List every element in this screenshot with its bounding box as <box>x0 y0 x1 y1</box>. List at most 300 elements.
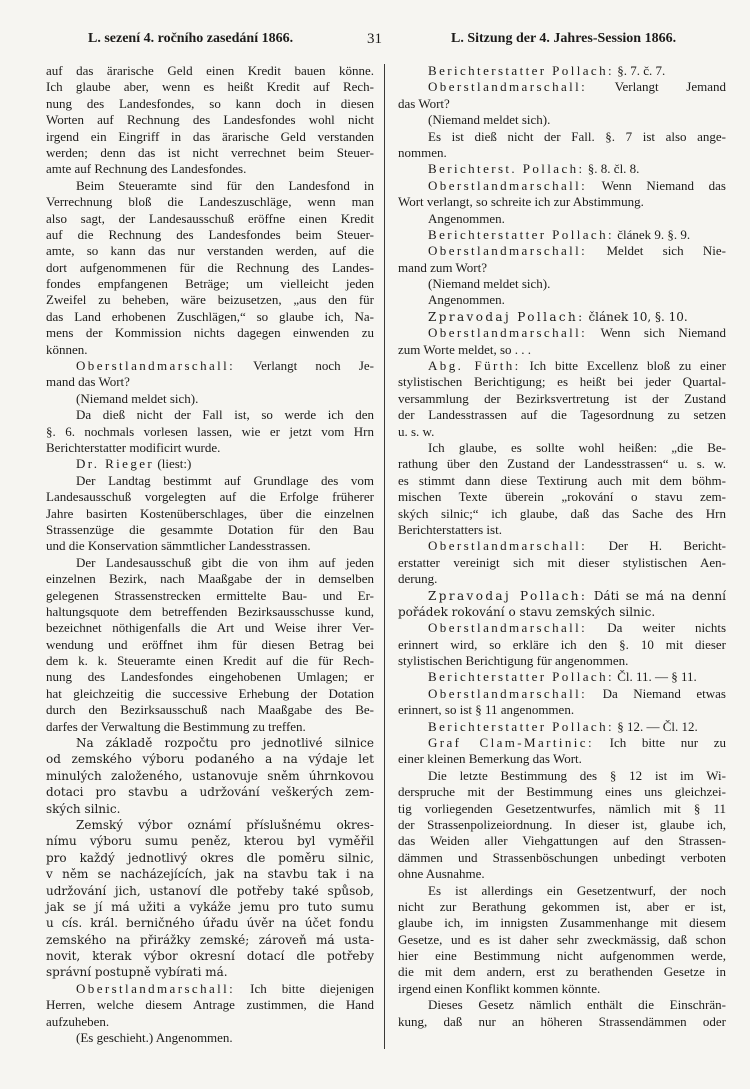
text-line <box>46 801 374 817</box>
text-line <box>46 489 374 505</box>
text-line <box>46 735 374 751</box>
text-line <box>398 669 726 685</box>
text-line <box>46 1030 374 1046</box>
text-line <box>46 751 374 767</box>
text-line <box>398 211 726 227</box>
line-text: (Niemand meldet sich). <box>428 276 551 292</box>
line-text: mand zum Wort? <box>398 259 487 275</box>
speaker-name: Berichterstatter Pollach: <box>428 718 614 734</box>
text-line <box>398 440 726 456</box>
line-text: Ich bitte nur zu <box>609 735 726 751</box>
text-line <box>46 866 374 882</box>
line-text: Verrechnung bloß die Landeszuschläge, wenn man <box>46 194 374 210</box>
line-text: dämmen und Strassenböschungen unbedingt verboten <box>398 849 726 865</box>
text-line <box>46 883 374 899</box>
text-line <box>46 833 374 849</box>
text-paragraph <box>46 473 374 555</box>
text-line <box>46 850 374 866</box>
text-line <box>398 883 726 899</box>
text-line <box>46 440 374 456</box>
text-line <box>398 243 726 259</box>
line-text: erinnert, so ist § 11 angenommen. <box>398 702 575 718</box>
line-text: Wenn sich Niemand <box>600 325 726 341</box>
line-text: od zemského výboru podaného a na výdaje let <box>46 752 374 767</box>
text-line <box>398 407 726 423</box>
line-text: einzelnen Bezirk, nach Maaßgabe der in demselben <box>46 571 374 587</box>
line-text: mischen Texte überein „rokování o stavu zem- <box>398 489 726 505</box>
line-text: článek 9. §. 9. <box>617 226 691 242</box>
text-line <box>398 588 726 604</box>
line-text: jak se jí má užiti a vykáže jemu pro tuto sumu <box>46 899 374 914</box>
text-line <box>46 653 374 669</box>
text-line <box>46 899 374 915</box>
text-line <box>398 571 726 587</box>
left-text-column <box>46 63 374 1046</box>
line-text: §. 6. nochmals vorlesen lassen, wie er jetzt vom Hrn <box>46 423 374 439</box>
text-line <box>398 358 726 374</box>
text-line <box>46 702 374 718</box>
line-text: es stimmt dann diese Textirung auch mit dem böhm- <box>398 472 726 488</box>
text-line <box>46 276 374 292</box>
line-text: v něm se nacházejících, jak na stavbu tak i na <box>46 867 374 882</box>
text-line <box>46 948 374 964</box>
line-text: Dáti se má na denní <box>593 588 726 603</box>
text-line <box>398 276 726 292</box>
line-text: irgend einen Konflikt kommen könnte. <box>398 980 601 996</box>
line-text: hier eine Bestimmung nicht aufgenommen werde, <box>398 948 726 964</box>
line-text: Herren, welche diesem Antrage zustimmen, die Hand <box>46 997 374 1013</box>
line-text: udržování jich, ustanoví dle potřeby také spůsob, <box>46 883 374 898</box>
line-text: Berichterstatter modificirt wurde. <box>46 439 221 455</box>
line-text: §. 8. čl. 8. <box>587 161 640 177</box>
speaker-name: Berichterstatter Pollach: <box>428 226 614 242</box>
text-line <box>398 702 726 718</box>
speaker-name: Berichterst. Pollach: <box>428 161 585 177</box>
speech-paragraph <box>398 588 726 621</box>
text-line <box>46 79 374 95</box>
text-line <box>46 129 374 145</box>
line-text: zemského na přirážky zemské; zároveň má usta- <box>46 932 374 947</box>
text-paragraph <box>398 883 726 998</box>
line-text: und die Konservation sämmtlicher Landesstrassen. <box>46 538 311 554</box>
text-line <box>398 194 726 210</box>
line-text: Der H. Bericht- <box>608 538 727 554</box>
text-line <box>46 358 374 374</box>
text-line <box>46 571 374 587</box>
text-line <box>46 211 374 227</box>
line-text: Berichterstatters ist. <box>398 521 502 537</box>
text-line <box>46 178 374 194</box>
text-line <box>398 79 726 95</box>
speech-paragraph <box>398 63 726 79</box>
line-text: auf die Rechnung des Landesfondes beim Steuer- <box>46 226 374 242</box>
line-text: dem k. k. Steueramte einen Kredit auf die für Rech- <box>46 653 374 669</box>
text-paragraph <box>398 276 726 292</box>
line-text: erinnert wird, so erkläre ich den §. 10 mit dieser <box>398 636 726 652</box>
speech-paragraph <box>398 620 726 669</box>
text-paragraph <box>398 292 726 308</box>
text-paragraph <box>398 112 726 128</box>
text-line <box>46 964 374 980</box>
text-line <box>46 604 374 620</box>
line-text: Da dieß nicht der Fall ist, so werde ich den <box>76 407 374 423</box>
text-line <box>398 653 726 669</box>
line-text: správní postupně vybírati má. <box>46 965 228 980</box>
line-text: zum Worte meldet, so . . . <box>398 341 532 357</box>
line-text: hat gleichzeitig die successive Erhebung der Dotation <box>46 685 374 701</box>
line-text: Die letzte Bestimmung des § 12 ist im Wi- <box>428 767 726 783</box>
text-line <box>398 538 726 554</box>
line-text: Ich glaube aber, wenn es heißt Kredit auf Rech- <box>46 79 374 95</box>
text-line <box>398 833 726 849</box>
text-line <box>398 981 726 997</box>
speaker-name: Oberstlandmarschall: <box>428 177 588 193</box>
line-text: Dieses Gesetz nämlich enthält die Einschrän- <box>428 997 726 1013</box>
text-line <box>398 719 726 735</box>
text-line <box>46 588 374 604</box>
running-header-czech: L. sezení 4. ročního zasedání 1866. <box>88 31 294 46</box>
text-line <box>398 817 726 833</box>
line-text: Na základě rozpočtu pro jednotlivé silnice <box>76 736 374 751</box>
line-text: nímu výboru sumu peněz, kterou byl vyměřil <box>46 834 374 849</box>
line-text: Ich bitte Excellenz bloß zu einer <box>529 358 727 374</box>
speech-paragraph <box>398 735 726 768</box>
text-line <box>398 686 726 702</box>
line-text: novit, kterak výbor okresní dotací dle potřeby <box>46 949 374 964</box>
text-line <box>398 1014 726 1030</box>
text-line <box>398 63 726 79</box>
speech-paragraph <box>398 309 726 325</box>
text-line <box>46 194 374 210</box>
line-text: pořádek rokování o stavu zemských silnic. <box>398 604 656 619</box>
text-line <box>398 112 726 128</box>
text-line <box>46 407 374 423</box>
line-text: Čl. 11. — § 11. <box>617 669 697 685</box>
text-line <box>398 948 726 964</box>
text-line <box>46 309 374 325</box>
line-text: der Strassenpolizeiordnung. In dieser ist, glaube ich, <box>398 816 726 832</box>
text-line <box>398 96 726 112</box>
line-text: darfes der Verwaltung die Bestimmung zu treffen. <box>46 718 306 734</box>
line-text: ohne Ausnahme. <box>398 866 485 882</box>
text-line <box>398 620 726 636</box>
line-text: derung. <box>398 571 438 587</box>
text-line <box>46 145 374 161</box>
line-text: durch den Bezirksausschuß nach Maaßgabe des Be- <box>46 702 374 718</box>
speech-paragraph <box>398 669 726 685</box>
speech-paragraph <box>398 178 726 211</box>
speaker-name: Abg. Fürth: <box>428 358 521 374</box>
text-line <box>46 522 374 538</box>
speaker-name: Zpravodaj Pollach: <box>428 588 588 603</box>
line-text: nung des Landesfondes eingehobenen Umlagen; er <box>46 669 374 685</box>
text-paragraph <box>398 211 726 227</box>
line-text: Worten auf Rechnung des Landesfondes wohl nicht <box>46 112 374 128</box>
speaker-name: Oberstlandmarschall: <box>428 243 588 259</box>
line-text: Angenommen. <box>428 210 505 226</box>
line-text: werden; denn das ist nicht verrechnet beim Steuer- <box>46 144 374 160</box>
line-text: erstatter vereinigt sich mit dieser stylistischen Aen- <box>398 554 726 570</box>
text-line <box>46 538 374 554</box>
speaker-name: Berichterstatter Pollach: <box>428 63 614 78</box>
line-text: ských silnic;“ ich glaube, daß das Sache des Hrn <box>398 505 726 521</box>
text-line <box>46 719 374 735</box>
column-divider <box>384 64 385 1049</box>
text-paragraph <box>398 440 726 538</box>
line-text: Meldet sich Nie- <box>606 243 726 259</box>
line-text: Gesetze, und es ist daher sehr zweckmässig, daß schon <box>398 931 726 947</box>
text-line <box>46 374 374 390</box>
line-text: einer kleinen Bemerkung das Wort. <box>398 751 582 767</box>
line-text: Angenommen. <box>428 292 505 308</box>
speaker-name: Oberstlandmarschall: <box>428 79 588 95</box>
line-text: Der Landtag bestimmt auf Grundlage des vom <box>76 472 374 488</box>
text-line <box>398 555 726 571</box>
text-paragraph <box>46 63 374 178</box>
text-paragraph <box>398 129 726 162</box>
speech-paragraph <box>398 686 726 719</box>
line-text: mens der Kommission nichts dagegen einwenden zu <box>46 325 374 341</box>
line-text: der Landesstrassen auf die Tagesordnung zu setzen <box>398 407 726 423</box>
text-paragraph <box>46 735 374 817</box>
text-line <box>46 915 374 931</box>
line-text: wendung und eröffnet ihm für diesen Betrag bei <box>46 636 374 652</box>
text-line <box>398 227 726 243</box>
text-paragraph <box>46 391 374 407</box>
line-text: Der Landesausschuß gibt die von ihm auf jeden <box>76 554 374 570</box>
speaker-name: Zpravodaj Pollach: <box>428 309 585 324</box>
line-text: u. s. w. <box>398 423 435 439</box>
speech-paragraph <box>398 161 726 177</box>
line-text: amte, so kann das nur verstanden werden, auf die <box>46 243 374 259</box>
text-line <box>398 522 726 538</box>
text-line <box>398 932 726 948</box>
speech-paragraph <box>46 456 374 472</box>
text-line <box>398 964 726 980</box>
text-line <box>398 784 726 800</box>
text-line <box>398 768 726 784</box>
speech-paragraph <box>398 227 726 243</box>
line-text: tig vorliegenden Gesetzentwurfes, nämlich mit § 11 <box>398 800 726 816</box>
text-line <box>398 506 726 522</box>
text-line <box>398 342 726 358</box>
speech-paragraph <box>398 358 726 440</box>
speaker-name: Graf Clam-Martinic: <box>428 735 594 751</box>
right-text-column <box>398 63 726 1030</box>
line-text: dort aufgenommenen für die Rechnung des Landes- <box>46 259 374 275</box>
speech-paragraph <box>398 325 726 358</box>
line-text: pro každý jednotlivý okres dle poměru silnic, <box>46 850 374 865</box>
text-line <box>46 784 374 800</box>
line-text: minulých založeného, ustanovuje sněm úhrnkovou <box>46 768 374 783</box>
speaker-name: Berichterstatter Pollach: <box>428 669 614 685</box>
line-text: (Niemand meldet sich). <box>428 112 551 128</box>
text-line <box>46 669 374 685</box>
running-header-german: L. Sitzung der 4. Jahres-Session 1866. <box>451 31 677 46</box>
text-line <box>46 637 374 653</box>
line-text: dotaci pro stavbu a udržování veškerých zem- <box>46 785 374 800</box>
speech-paragraph <box>398 538 726 587</box>
line-text: Es ist dieß nicht der Fall. §. 7 ist also ange- <box>428 128 726 144</box>
text-paragraph <box>398 768 726 883</box>
text-paragraph <box>398 997 726 1030</box>
text-line <box>398 391 726 407</box>
text-line <box>398 735 726 751</box>
text-line <box>398 309 726 325</box>
line-text: Ich glaube, es sollte wohl heißen: „die Be- <box>428 439 726 455</box>
speaker-name: Oberstlandmarschall: <box>428 538 588 554</box>
text-line <box>46 1014 374 1030</box>
text-line <box>398 145 726 161</box>
text-paragraph <box>46 817 374 981</box>
line-text: kung, daß nur an höheren Strassendämmen oder <box>398 1013 726 1029</box>
line-text: das Weiden aller Viehgattungen auf den Strassen- <box>398 833 726 849</box>
text-line <box>46 243 374 259</box>
speaker-name: Oberstlandmarschall: <box>76 358 236 374</box>
text-line <box>46 932 374 948</box>
text-line <box>398 637 726 653</box>
text-line <box>46 620 374 636</box>
speaker-name: Oberstlandmarschall: <box>428 325 588 341</box>
line-text: Verlangt noch Je- <box>253 358 375 374</box>
line-text: irgend ein Eingriff in das ärarische Geld verstanden <box>46 128 374 144</box>
text-line <box>46 391 374 407</box>
line-text: Verlangt Jemand <box>614 79 726 95</box>
text-line <box>398 751 726 767</box>
text-line <box>46 424 374 440</box>
text-line <box>398 850 726 866</box>
text-line <box>46 456 374 472</box>
text-paragraph <box>46 555 374 735</box>
text-line <box>398 604 726 620</box>
line-text: aufzuheben. <box>46 1013 110 1029</box>
line-text: nung des Landesfondes, so kann doch in diesen <box>46 95 374 111</box>
line-text: Jahre basirten Kostenüberschlages, über die einzelnen <box>46 505 374 521</box>
text-line <box>46 473 374 489</box>
text-line <box>46 817 374 833</box>
text-paragraph <box>46 407 374 456</box>
line-text: Da Niemand etwas <box>602 685 726 701</box>
text-line <box>398 178 726 194</box>
line-text: die mit dem andern, erst zu berathenden Gesetze in <box>398 964 726 980</box>
line-text: Landesausschuß vorgelegten auf die Erfolge früherer <box>46 489 374 505</box>
line-text: fondes empfangenen Beträge; um vielleicht jeden <box>46 276 374 292</box>
text-line <box>46 686 374 702</box>
line-text: glaube ich, im innigsten Zusammenhange mit diesem <box>398 915 726 931</box>
line-text: (Niemand meldet sich). <box>76 390 199 406</box>
text-line <box>46 325 374 341</box>
line-text: u cís. král. berničného úřadu úvěr na účet fondu <box>46 916 374 931</box>
speech-paragraph <box>398 79 726 112</box>
line-text: bezeichnet nöthigenfalls die Art und Weise ihrer Ver- <box>46 620 374 636</box>
text-line <box>398 915 726 931</box>
speech-paragraph <box>46 981 374 1030</box>
speech-paragraph <box>398 719 726 735</box>
line-text: nommen. <box>398 144 447 160</box>
line-text: Ich bitte diejenigen <box>250 980 374 996</box>
text-paragraph <box>46 178 374 358</box>
line-text: mand das Wort? <box>46 374 130 390</box>
line-text: nicht zur Berathung gekommen ist, aber er ist, <box>398 898 726 914</box>
text-line <box>46 96 374 112</box>
text-line <box>398 325 726 341</box>
text-line <box>398 161 726 177</box>
text-line <box>398 129 726 145</box>
line-text: stylistischen Berichtigung für angenommen. <box>398 653 629 669</box>
line-text: Es ist allerdings ein Gesetzentwurf, der noch <box>428 882 726 898</box>
line-text: ských silnic. <box>46 801 121 816</box>
line-text: rathung über den Zustand der Landesstrassen“ u. s. w. <box>398 456 726 472</box>
text-line <box>398 997 726 1013</box>
text-line <box>46 997 374 1013</box>
line-text: versammlung der Bezirksvertretung ist der Zustand <box>398 390 726 406</box>
speaker-name: Oberstlandmarschall: <box>428 685 588 701</box>
line-text: §. 7. č. 7. <box>617 63 666 78</box>
speaker-name: Oberstlandmarschall: <box>76 980 236 996</box>
line-text: Da weiter nichts <box>607 620 726 636</box>
line-text: (Es geschieht.) Angenommen. <box>76 1030 233 1046</box>
line-text: das Land erhobenen Zuschlägen,“ so glaube ich, Na- <box>46 308 374 324</box>
text-line <box>398 424 726 440</box>
text-line <box>46 981 374 997</box>
line-text: § 12. — Čl. 12. <box>617 718 698 734</box>
line-text: können. <box>46 341 88 357</box>
speech-paragraph <box>46 358 374 391</box>
line-text: Strassenzüge die gesammte Dotation für den Bau <box>46 521 374 537</box>
text-line <box>46 112 374 128</box>
line-text: derspruche mit der Bestimmung eines uns gleichzei- <box>398 784 726 800</box>
text-paragraph <box>46 1030 374 1046</box>
text-line <box>46 161 374 177</box>
line-text: amte auf Rechnung des Landesfondes. <box>46 161 247 177</box>
text-line <box>398 260 726 276</box>
line-text: Beim Steueramte sind für den Landesfond in <box>76 177 374 193</box>
text-line <box>398 374 726 390</box>
line-text: Zweifel zu beheben, wäre beizusetzen, „aus den für <box>46 292 374 308</box>
speaker-name: Dr. Rieger <box>76 456 155 472</box>
line-text: also sagt, der Landesausschuß eröffne einen Kredit <box>46 210 374 226</box>
text-line <box>46 260 374 276</box>
line-text: Wenn Niemand das <box>601 177 726 193</box>
text-line <box>398 473 726 489</box>
text-line <box>46 555 374 571</box>
text-line <box>398 801 726 817</box>
line-text: das Wort? <box>398 95 450 111</box>
text-line <box>46 342 374 358</box>
text-line <box>46 506 374 522</box>
line-text: Zemský výbor oznámí příslušnému okres- <box>76 817 374 832</box>
text-line <box>46 227 374 243</box>
line-text: stylistischen Berichtigung; es heißt bei jeder Quartal- <box>398 374 726 390</box>
text-line <box>398 489 726 505</box>
text-line <box>398 866 726 882</box>
line-text: (liest:) <box>157 456 192 472</box>
speech-paragraph <box>398 243 726 276</box>
text-line <box>398 456 726 472</box>
line-text: auf das ärarische Geld einen Kredit bauen könne. <box>46 63 374 78</box>
text-line <box>398 899 726 915</box>
line-text: haltungsquote dem betreffenden Bezirksausschusse kund, <box>46 603 374 619</box>
text-line <box>46 63 374 79</box>
text-line <box>46 768 374 784</box>
page-number: 31 <box>367 31 382 47</box>
text-line <box>46 292 374 308</box>
line-text: článek 10, §. 10. <box>588 309 688 324</box>
line-text: gelegenen Strassenstrecken ermittelte Bau- und Er- <box>46 587 374 603</box>
line-text: Wort verlangt, so schreite ich zur Abstimmung. <box>398 194 644 210</box>
text-line <box>398 292 726 308</box>
speaker-name: Oberstlandmarschall: <box>428 620 588 636</box>
